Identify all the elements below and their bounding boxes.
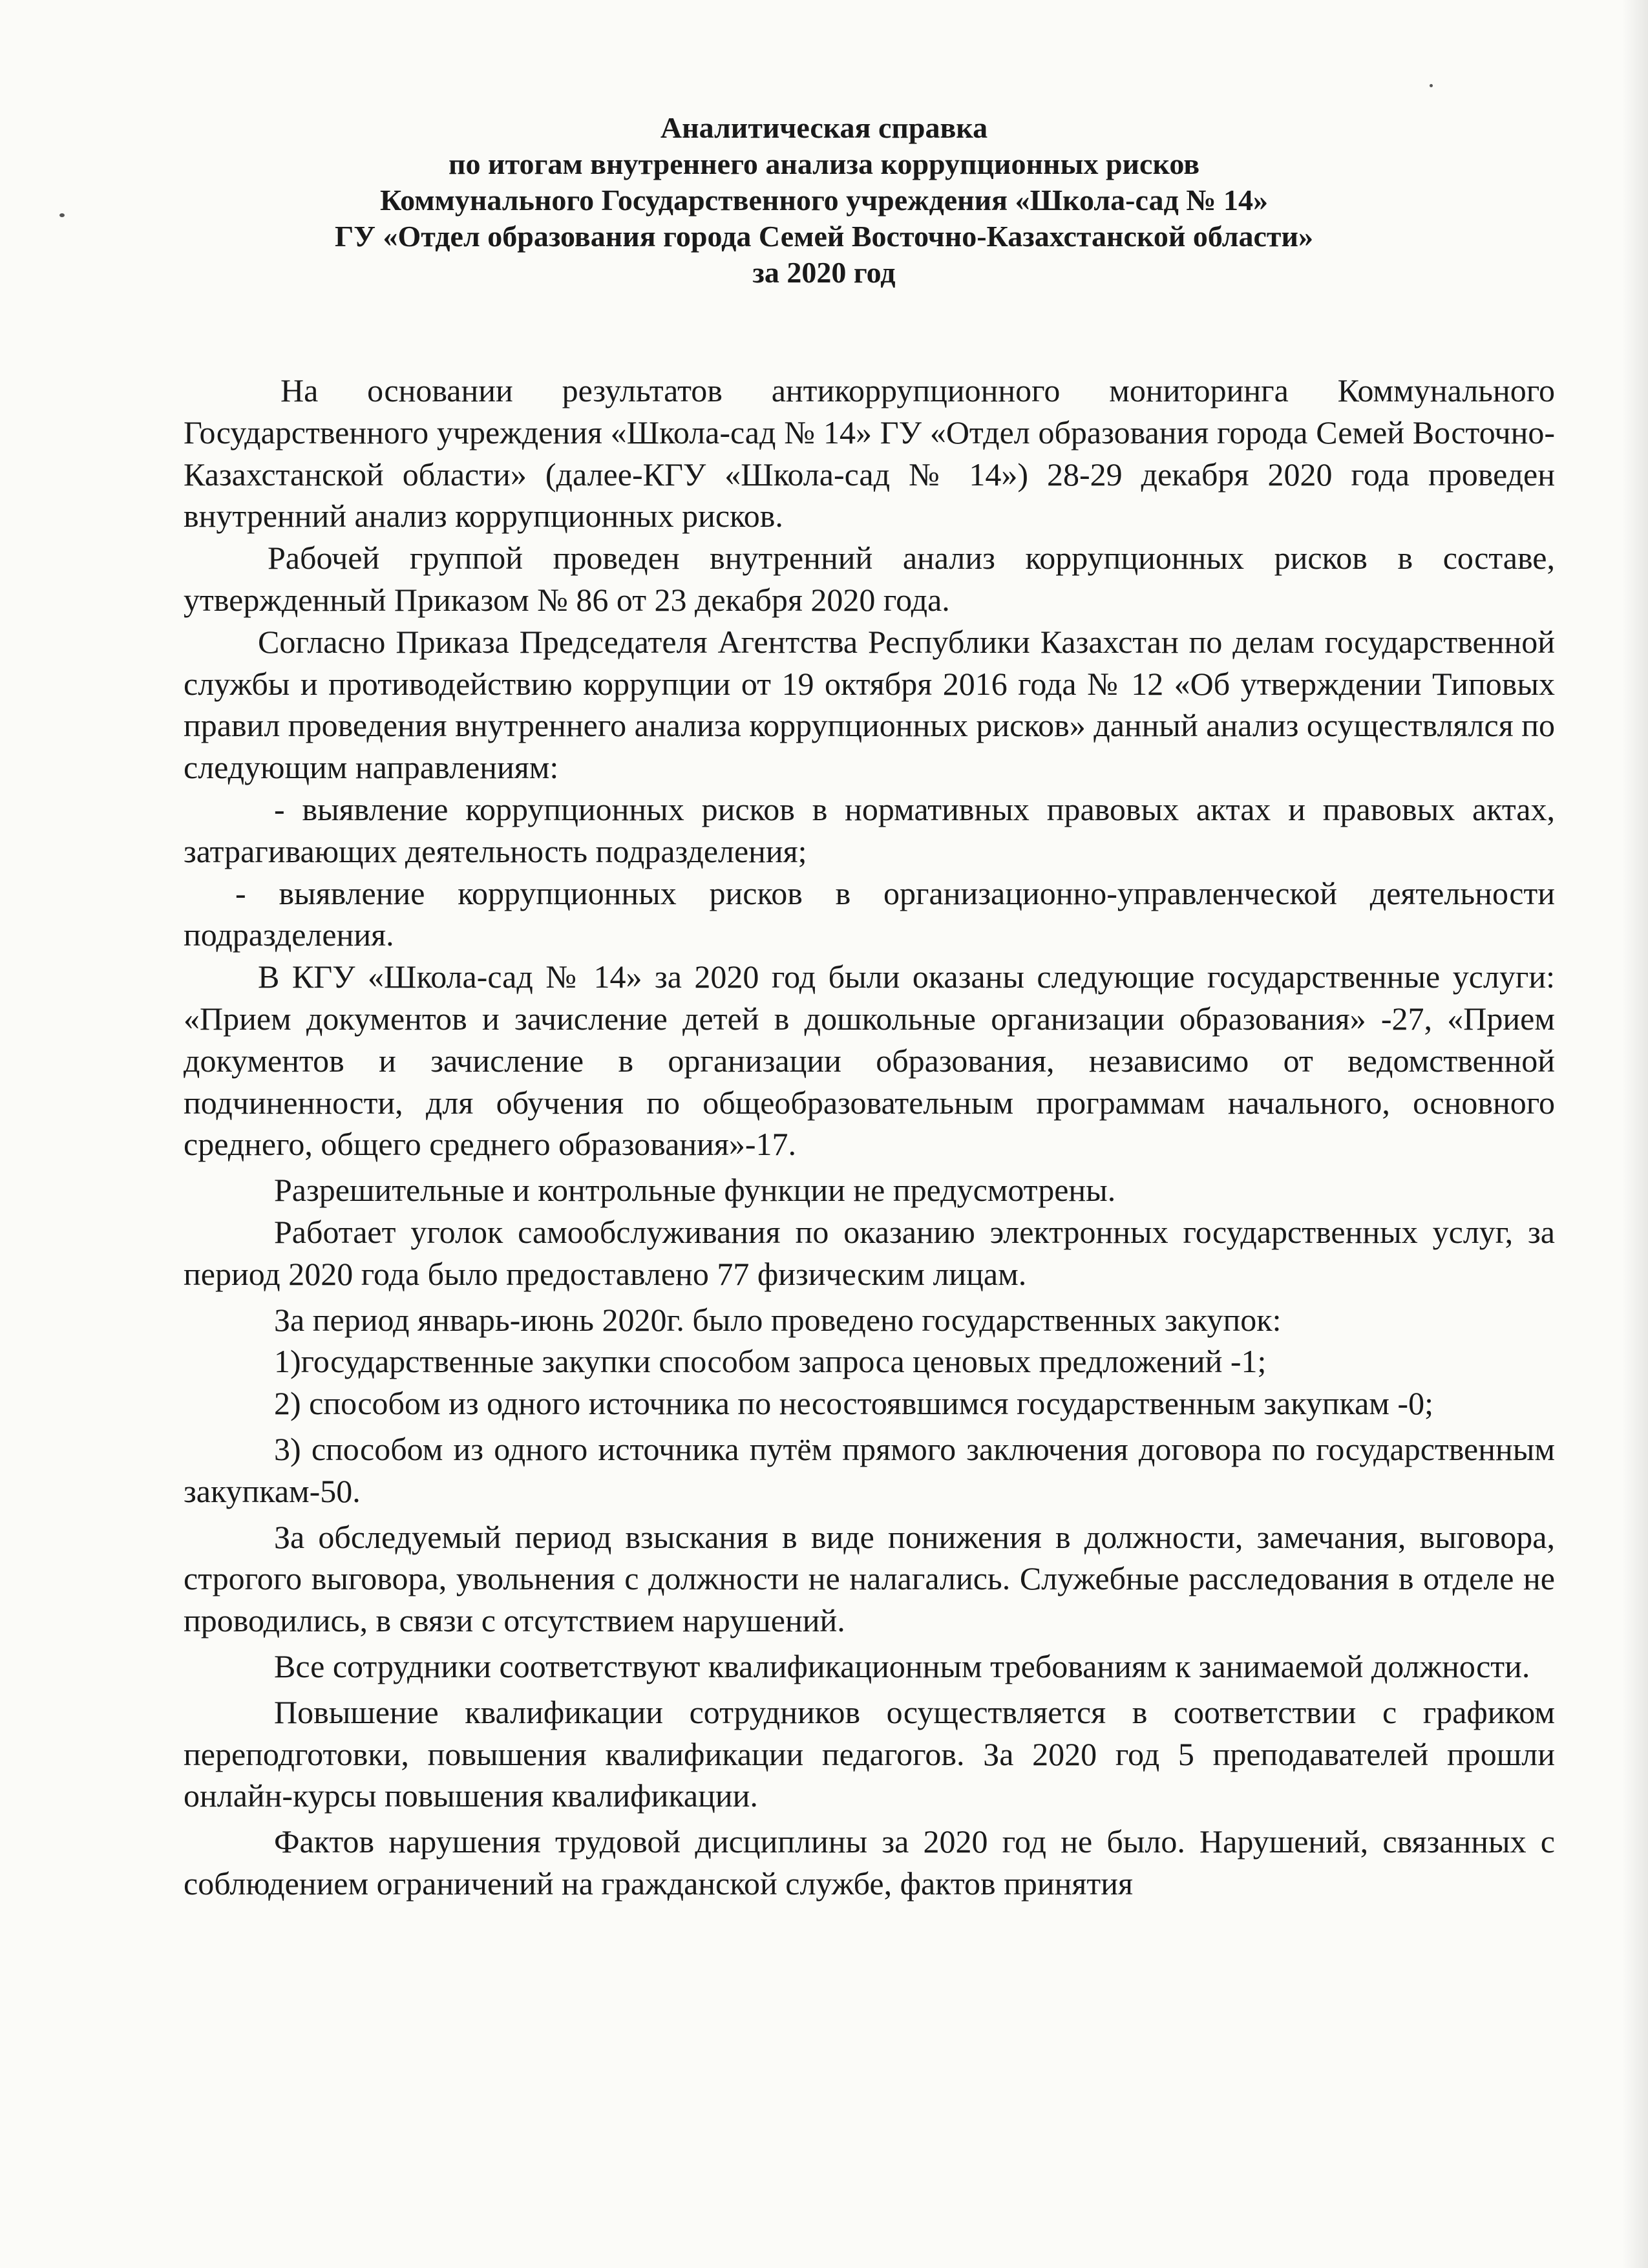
paragraph: Фактов нарушения трудовой дисциплины за 2020 год не было. Нарушений, связанных с соблюдением ограничений на гражданской службе, фактов принятия [184,1823,1555,1902]
list-item: 2) способом из одного источника по несостоявшимся государственным закупкам -0; [274,1385,1433,1422]
paragraph: Согласно Приказа Председателя Агентства Республики Казахстан по делам государственной службы и противодействию коррупции от 19 октября 2016 года № 12 «Об утверждении Типовых правил проведения внутреннего анализа коррупционных рисков» данный анализ осуществлялся по следующим направлениям: [184,623,1555,786]
paragraph: Все сотрудники соответствуют квалификационным требованиям к занимаемой должности. [274,1648,1530,1684]
paragraph: На основании результатов антикоррупционного мониторинга Коммунального Государственного учреждения «Школа-сад № 14» ГУ «Отдел образования города Семей Восточно-Казахстанской области» (далее-КГУ «Школа-сад № 14») 28-29 декабря 2020 года проведен внутренний анализ коррупционных рисков. [184,372,1555,535]
paragraph: В КГУ «Школа-сад № 14» за 2020 год были оказаны следующие государственные услуги: «Прием документов и зачисление детей в дошкольные организации образования» -27, «Прием документов и зачисление в организации образования, независимо от ведомственной подчиненности, для обучения по общеобразовательным программам начального, основного среднего, общего среднего образования»-17. [184,959,1555,1163]
list-item: 1)государственные закупки способом запроса ценовых предложений -1; [274,1343,1267,1380]
title-line: Аналитическая справка [660,111,988,144]
scan-shadow [1622,0,1648,2268]
paragraph: За период январь-июнь 2020г. было проведено государственных закупок: [274,1301,1282,1338]
paragraph: Разрешительные и контрольные функции не предусмотрены. [274,1172,1116,1209]
document-body [184,370,1555,1905]
title-line: Коммунального Государственного учреждения «Школа-сад № 14» [380,184,1268,217]
paragraph: Работает уголок самообслуживания по оказанию электронных государственных услуг, за период 2020 года было предоставлено 77 физическим лицам. [184,1213,1555,1292]
document-title [0,110,1648,291]
list-item: - выявление коррупционных рисков в организационно-управленческой деятельности подразделения. [184,874,1555,953]
list-item: - выявление коррупционных рисков в нормативных правовых актах и правовых актах, затрагивающих деятельность подразделения; [184,790,1555,869]
paragraph: За обследуемый период взыскания в виде понижения в должности, замечания, выговора, строгого выговора, увольнения с должности не налагались. Служебные расследования в отделе не проводились, в связи с отсутствием нарушений. [184,1518,1555,1639]
paragraph: Повышение квалификации сотрудников осуществляется в соответствии с графиком переподготовки, повышения квалификации педагогов. За 2020 год 5 преподавателей прошли онлайн-курсы повышения квалификации. [184,1693,1555,1814]
list-item: 3) способом из одного источника путём прямого заключения договора по государственным закупкам-50. [184,1430,1555,1509]
title-line: за 2020 год [752,256,896,289]
title-line: по итогам внутреннего анализа коррупционных рисков [448,147,1200,180]
title-line: ГУ «Отдел образования города Семей Восточно-Казахстанской области» [334,220,1314,253]
paragraph: Рабочей группой проведен внутренний анализ коррупционных рисков в составе, утвержденный Приказом № 86 от 23 декабря 2020 года. [184,540,1555,618]
scan-speck [1430,84,1433,87]
